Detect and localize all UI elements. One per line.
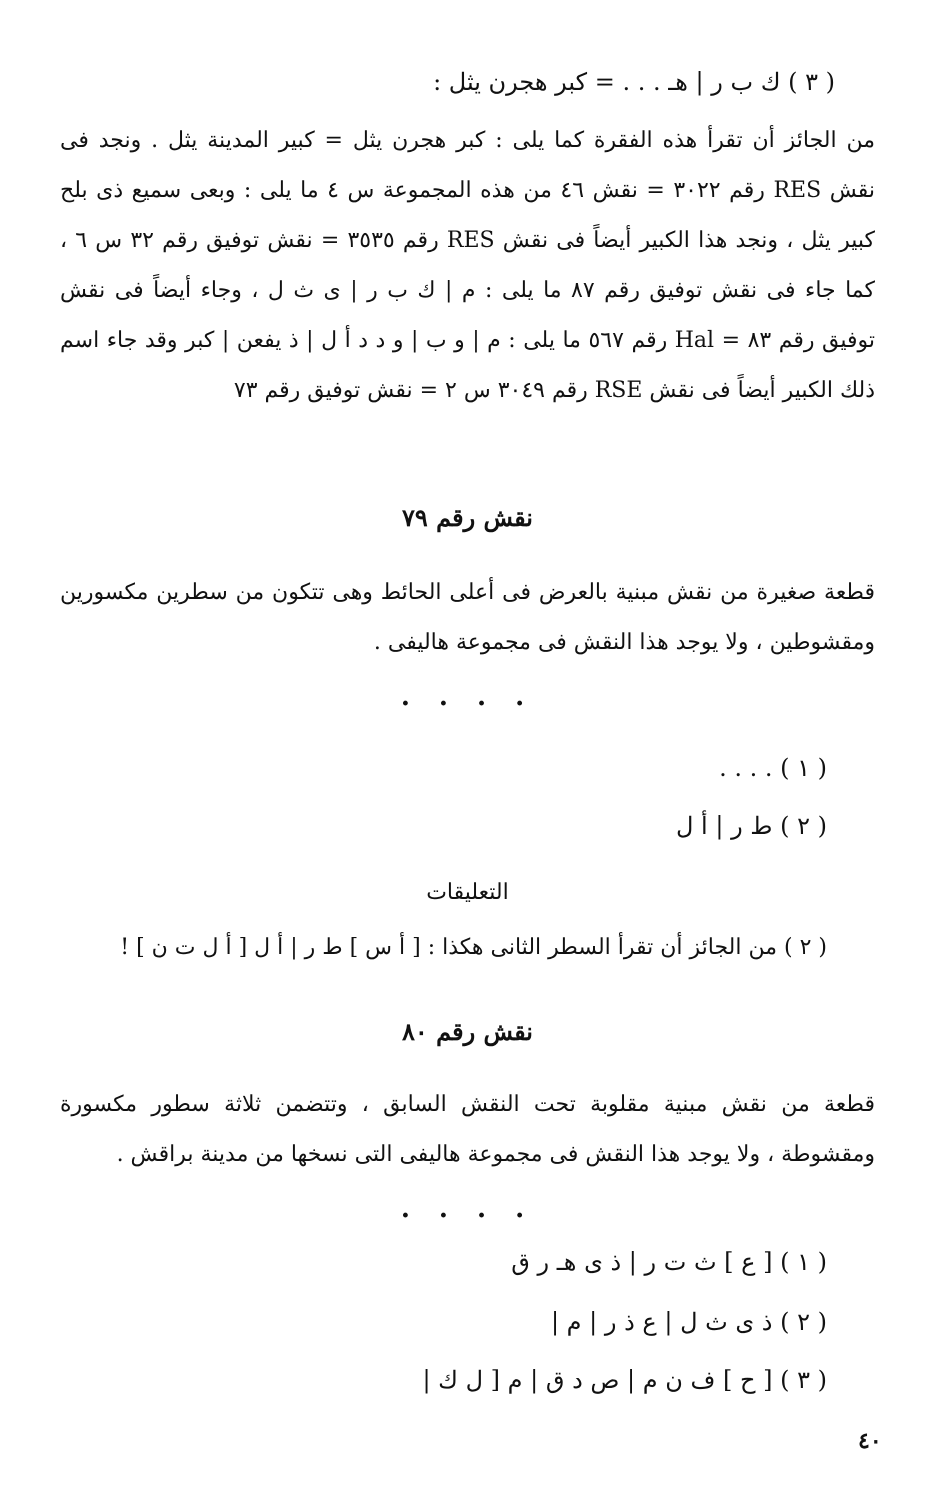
inscription-79-description: قطعة صغيرة من نقش مبنية بالعرض فى أعلى الحائط وهى تتكون من سطرين مكسورين ومقشوطين ، ولا يوجد هذا النقش فى مجموعة هاليفى .	[60, 580, 875, 655]
inscription-80-line-1: ( ١ ) [ ع ] ث ت ر | ذ ى هـ ر ق	[511, 1248, 827, 1276]
continued-line-3: ( ٣ ) ك ب ر | هـ . . . = كبر هجرن يثل :	[433, 68, 835, 96]
inscription-80-heading: نقش رقم ٨٠	[402, 1017, 533, 1046]
commentary-paragraph: من الجائز أن تقرأ هذه الفقرة كما يلى : كبر هجرن يثل = كبير المدينة يثل . ونجد فى نقش RES رقم ٣٠٢٢ = نقش ٤٦ من هذه المجموعة س ٤ ما يلى : وبعى سميع ذى بلح كبير يثل ، ونجد هذا الكبير أيضاً فى نقش RES رقم ٣٥٣٥ = نقش توفيق رقم ٣٢ س ٦ ، كما جاء فى نقش توفيق رقم ٨٧ ما يلى : م | ك ب ر | ى ث ل ، وجاء أيضاً فى نقش توفيق رقم ٨٣ = Hal رقم ٥٦٧ ما يلى : م | و ب | و د د أ ل | ذ يفعن | كبر وقد جاء اسم ذلك الكبير أيضاً فى نقش RSE رقم ٣٠٤٩ س ٢ = نقش توفيق رقم ٧٣	[60, 128, 876, 403]
inscription-79-line-2: ( ٢ ) ط ر | أ ل	[675, 812, 827, 840]
notes-line-2: ( ٢ ) من الجائز أن تقرأ السطر الثانى هكذا : [ أ س ] ط ر | أ ل [ أ ل ت ن ] !	[120, 935, 827, 960]
separator-dots: . . . .	[400, 1194, 535, 1224]
inscription-80-line-3: ( ٣ ) [ ح ] ف ن م | ص د ق | م [ ل ك |	[422, 1366, 827, 1394]
separator-dots: . . . .	[400, 682, 535, 712]
page-number: ٤٠	[858, 1428, 882, 1454]
inscription-79-line-1: ( ١ ) . . . .	[719, 754, 827, 782]
inscription-79-heading: نقش رقم ٧٩	[402, 503, 533, 532]
notes-heading: التعليقات	[426, 880, 509, 905]
inscription-80-line-2: ( ٢ ) ذ ى ث ل | ع ذ ر | م |	[550, 1308, 827, 1336]
inscription-80-description: قطعة من نقش مبنية مقلوبة تحت النقش السابق ، وتتضمن ثلاثة سطور مكسورة ومقشوطة ، ولا يوجد هذا النقش فى مجموعة هاليفى التى نسخها من مدينة براقش .	[60, 1092, 875, 1167]
